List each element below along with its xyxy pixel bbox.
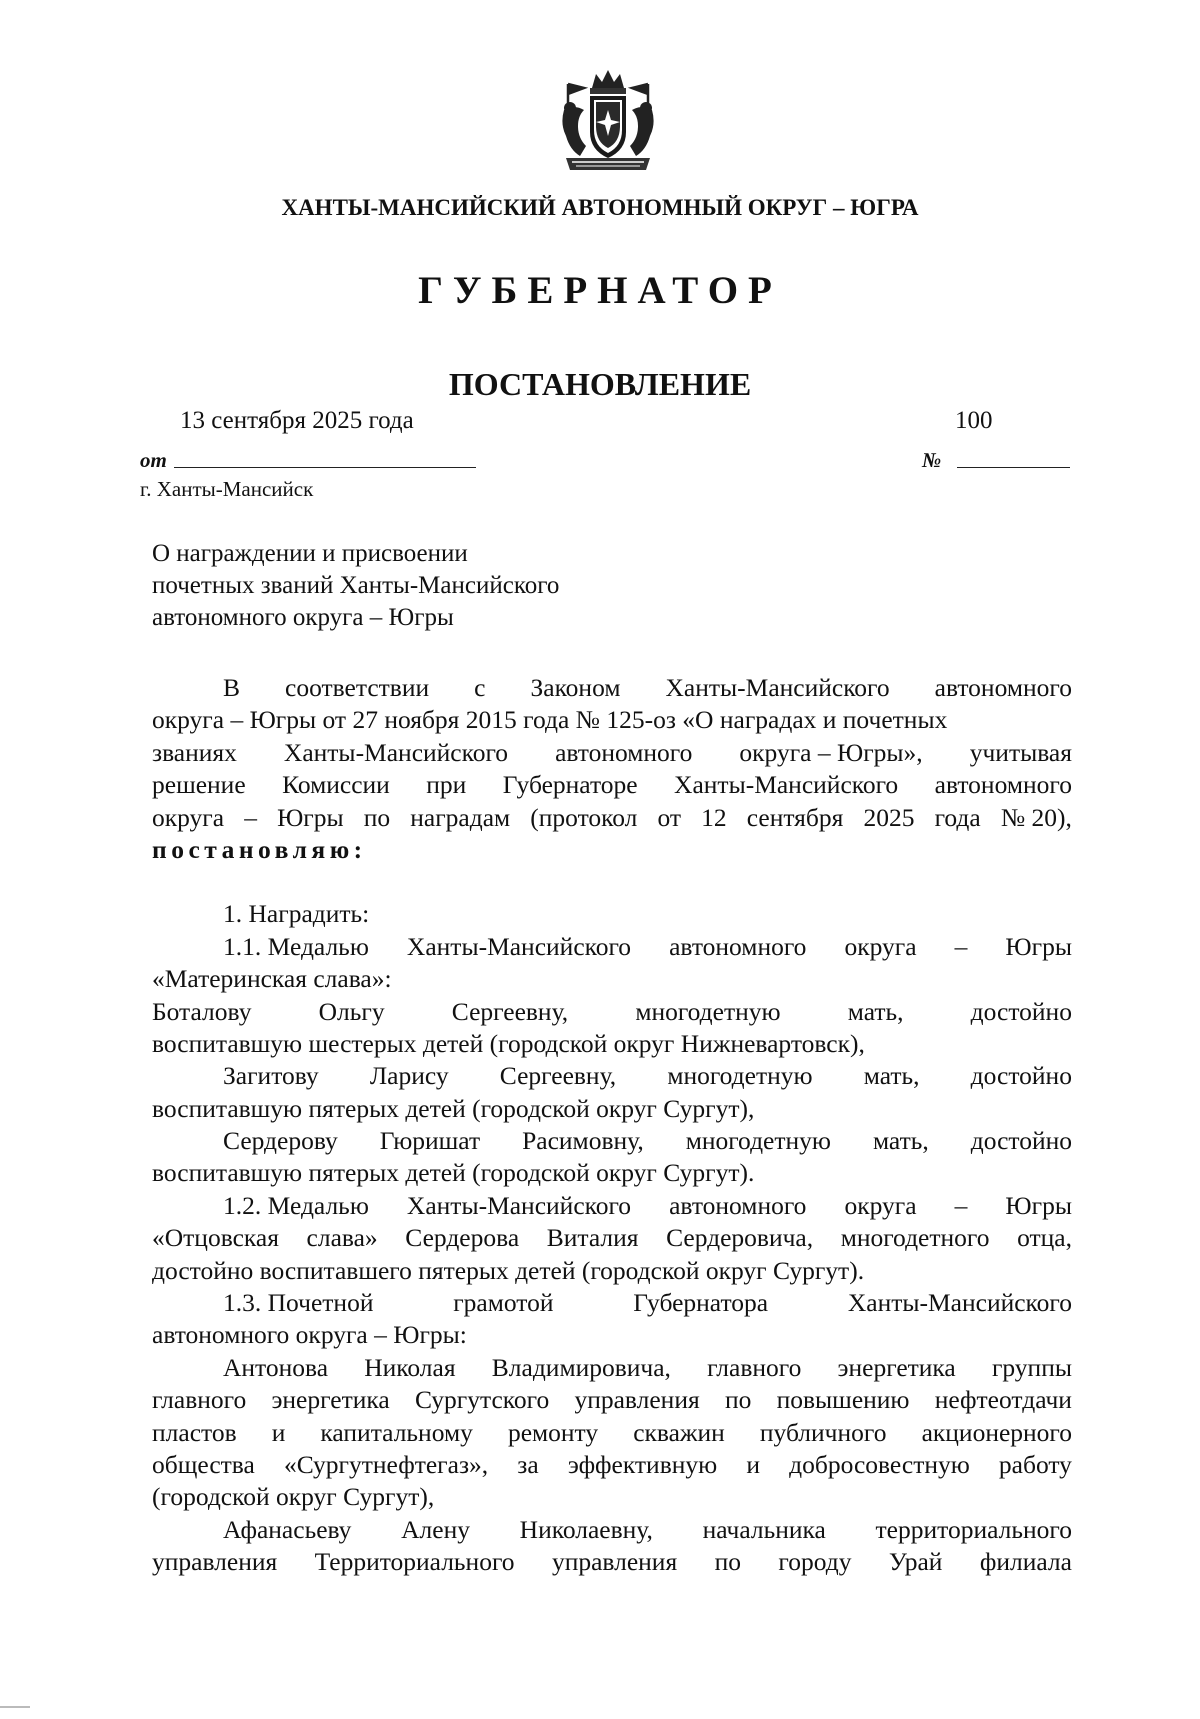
- word: воспитавшую шестерых детей (городской округ Нижневартовск),: [152, 1028, 865, 1058]
- word: воспитавшую пятерых детей (городской округ Сургут).: [152, 1158, 755, 1188]
- word: «Сургутнефтегаз»,: [283, 1449, 489, 1479]
- word: главного: [152, 1385, 247, 1415]
- word: Ханты-Мансийского: [406, 1190, 632, 1220]
- word: публичного: [759, 1417, 887, 1447]
- word: многодетную: [667, 1061, 813, 1091]
- coat-of-arms-icon: [556, 66, 660, 176]
- word: Урай: [888, 1547, 943, 1577]
- decree-item-line: [152, 931, 1072, 963]
- word: повышению: [776, 1385, 910, 1415]
- decree-item-line: [152, 1222, 1072, 1254]
- decree-item-line: [152, 1028, 1072, 1060]
- word: наградам: [410, 802, 511, 832]
- word: (городской округ Сургут),: [152, 1482, 435, 1512]
- word: Владимировича,: [491, 1352, 671, 1382]
- document-body: [152, 672, 1072, 1579]
- preamble-line: [152, 737, 1072, 769]
- word: Расимовну,: [522, 1126, 644, 1156]
- word: Сергеевну,: [499, 1061, 617, 1091]
- word: года: [934, 802, 981, 832]
- word: Николаевну,: [519, 1514, 653, 1544]
- decree-item-line: [152, 1287, 1072, 1319]
- word: мать,: [872, 1126, 929, 1156]
- word: отца,: [1017, 1223, 1072, 1253]
- word: Сургутского: [414, 1385, 550, 1415]
- word: званиях: [152, 737, 237, 767]
- resolve-word: постановляю:: [152, 834, 367, 864]
- word: Комиссии: [282, 770, 390, 800]
- word: 1.1. Медалью: [223, 931, 369, 961]
- resolve-line: [152, 834, 1072, 866]
- word: Ханты-Мансийского: [674, 770, 899, 800]
- preamble-line: [152, 769, 1072, 801]
- word: Ольгу: [318, 996, 385, 1026]
- word: автономного округа – Югры:: [152, 1320, 467, 1350]
- word: Сердеровича,: [666, 1223, 814, 1253]
- decree-item-line: [152, 898, 1072, 930]
- word: Югры: [1005, 931, 1072, 961]
- word: Законом: [530, 673, 621, 702]
- word: Ларису: [369, 1061, 449, 1091]
- word: 1.3. Почетной: [223, 1288, 374, 1318]
- word: и: [271, 1417, 286, 1447]
- word: Николая: [364, 1352, 456, 1382]
- word: многодетную: [685, 1126, 831, 1156]
- word: управления: [152, 1547, 278, 1577]
- word: многодетного: [840, 1223, 990, 1253]
- word: В: [223, 673, 241, 702]
- word: Ханты-Мансийского: [283, 737, 509, 767]
- decree-item-line: [152, 1093, 1072, 1125]
- word: Территориального: [314, 1547, 515, 1577]
- decree-item-line: [152, 1190, 1072, 1222]
- word: округа – Югры»,: [739, 737, 923, 767]
- word: группы: [991, 1352, 1072, 1382]
- word: по: [363, 802, 391, 832]
- word: автономного: [555, 737, 693, 767]
- city-label: г. Ханты-Мансийск: [140, 477, 314, 501]
- word: Антонова: [223, 1352, 329, 1382]
- word: Ханты-Мансийского: [847, 1288, 1072, 1318]
- word: мать,: [847, 996, 904, 1026]
- word: эффективную: [567, 1449, 718, 1479]
- word: (протокол: [530, 802, 638, 832]
- decree-item-line: [152, 1417, 1072, 1449]
- subject-line: автономного округа – Югры: [152, 604, 454, 631]
- document-subject: [152, 538, 559, 634]
- word: скважин: [633, 1417, 725, 1447]
- decree-item-line: [152, 1157, 1072, 1189]
- word: за: [517, 1449, 539, 1479]
- word: мать,: [863, 1061, 920, 1091]
- word: энергетика: [837, 1352, 956, 1382]
- word: главного: [707, 1352, 802, 1382]
- decree-item-line: [152, 1384, 1072, 1416]
- word: работу: [998, 1449, 1072, 1479]
- word: сентября: [746, 802, 844, 832]
- word: по: [724, 1385, 752, 1415]
- decree-item-line: [152, 996, 1072, 1028]
- word: решение: [152, 770, 246, 800]
- word: автономного: [934, 770, 1072, 800]
- word: энергетика: [271, 1385, 390, 1415]
- word: грамотой: [453, 1288, 554, 1318]
- word: достойно: [970, 1061, 1072, 1091]
- word: достойно воспитавшего пятерых детей (городской округ Сургут).: [152, 1255, 865, 1285]
- word: воспитавшую пятерых детей (городской округ Сургут),: [152, 1093, 755, 1123]
- word: Афанасьеву: [223, 1514, 352, 1544]
- word: Алену: [401, 1514, 470, 1544]
- word: ремонту: [507, 1417, 599, 1447]
- decree-item-line: [152, 1449, 1072, 1481]
- date-label: от: [140, 448, 167, 472]
- decree-item-line: [152, 1481, 1072, 1513]
- word: добросовестную: [789, 1449, 970, 1479]
- okrug-heading: ХАНТЫ-МАНСИЙСКИЙ АВТОНОМНЫЙ ОКРУГ – ЮГРА: [281, 195, 919, 220]
- decree-item-line: [152, 1125, 1072, 1157]
- word: с: [474, 673, 486, 702]
- word: по: [714, 1547, 741, 1577]
- word: акционерного: [921, 1417, 1072, 1447]
- word: округа: [844, 931, 917, 961]
- word: Виталия: [546, 1223, 639, 1253]
- decree-item-line: [152, 963, 1072, 995]
- word: Сердерова: [405, 1223, 520, 1253]
- word: достойно: [970, 1126, 1072, 1156]
- governor-heading: ГУБЕРНАТОР: [418, 269, 782, 312]
- document-date: 13 сентября 2025 года: [180, 407, 414, 434]
- coat-of-arms-emblem: [556, 66, 660, 176]
- decree-item-line: [152, 1255, 1072, 1287]
- word: управления: [574, 1385, 700, 1415]
- word: –: [244, 802, 257, 832]
- word: нефтеотдачи: [934, 1385, 1072, 1415]
- word: Югры: [277, 802, 344, 832]
- word: начальника: [702, 1514, 826, 1544]
- word: 1.2. Медалью: [223, 1190, 369, 1220]
- word: многодетную: [635, 996, 781, 1026]
- decree-item-line: [152, 1319, 1072, 1351]
- word: Ханты-Мансийского: [406, 931, 632, 961]
- word: от: [657, 802, 682, 832]
- word: автономного: [934, 673, 1072, 702]
- word: –: [954, 931, 968, 961]
- word: достойно: [970, 996, 1072, 1026]
- word: Югры: [1005, 1190, 1072, 1220]
- word: округа: [152, 802, 225, 832]
- subject-line: почетных званий Ханты-Мансийского: [152, 572, 560, 599]
- number-label: №: [922, 448, 942, 472]
- word: соответствии: [285, 673, 430, 702]
- word: территориального: [875, 1514, 1072, 1544]
- word: округа: [844, 1190, 917, 1220]
- preamble-line: [152, 672, 1072, 704]
- document-number: 100: [955, 407, 993, 434]
- number-underline: [957, 467, 1070, 468]
- word: № 20),: [1000, 802, 1072, 832]
- word: учитывая: [969, 737, 1072, 767]
- decree-item-line: [152, 1514, 1072, 1546]
- word: автономного: [669, 931, 807, 961]
- decree-item-line: [152, 1352, 1072, 1384]
- word: слава»: [306, 1223, 378, 1253]
- preamble-line: [152, 802, 1072, 834]
- preamble-line: [152, 704, 1072, 736]
- word: округа – Югры от 27 ноября 2015 года № 125-оз «О наградах и почетных: [152, 705, 948, 735]
- word: автономного: [669, 1190, 807, 1220]
- paragraph-gap: [152, 866, 1072, 898]
- word: –: [954, 1190, 968, 1220]
- word: управления: [551, 1547, 678, 1577]
- page-edge-mark: [0, 1706, 30, 1708]
- word: общества: [152, 1449, 255, 1479]
- word: городу: [778, 1547, 852, 1577]
- subject-line: О награждении и присвоении: [152, 540, 468, 567]
- decree-item-line: [152, 1060, 1072, 1092]
- word: Гюришат: [379, 1126, 481, 1156]
- word: 12: [701, 802, 727, 832]
- word: капитальному: [320, 1417, 473, 1447]
- decree-items: [152, 898, 1072, 1578]
- word: Ханты-Мансийского: [665, 673, 890, 702]
- decree-item-line: [152, 1546, 1072, 1578]
- word: «Материнская слава»:: [152, 964, 392, 994]
- word: пластов: [152, 1417, 237, 1447]
- word: Губернатора: [633, 1288, 769, 1318]
- word: 1. Наградить:: [223, 899, 370, 929]
- word: Сердерову: [223, 1126, 338, 1156]
- word: при: [426, 770, 467, 800]
- word: Боталову: [152, 996, 252, 1026]
- word: и: [746, 1449, 760, 1479]
- word: филиала: [979, 1547, 1072, 1577]
- date-underline: [174, 467, 476, 468]
- word: Загитову: [223, 1061, 319, 1091]
- document-type-heading: ПОСТАНОВЛЕНИЕ: [448, 366, 752, 402]
- word: Губернаторе: [502, 770, 638, 800]
- word: 2025: [863, 802, 915, 832]
- word: Сергеевну,: [451, 996, 569, 1026]
- word: «Отцовская: [152, 1223, 279, 1253]
